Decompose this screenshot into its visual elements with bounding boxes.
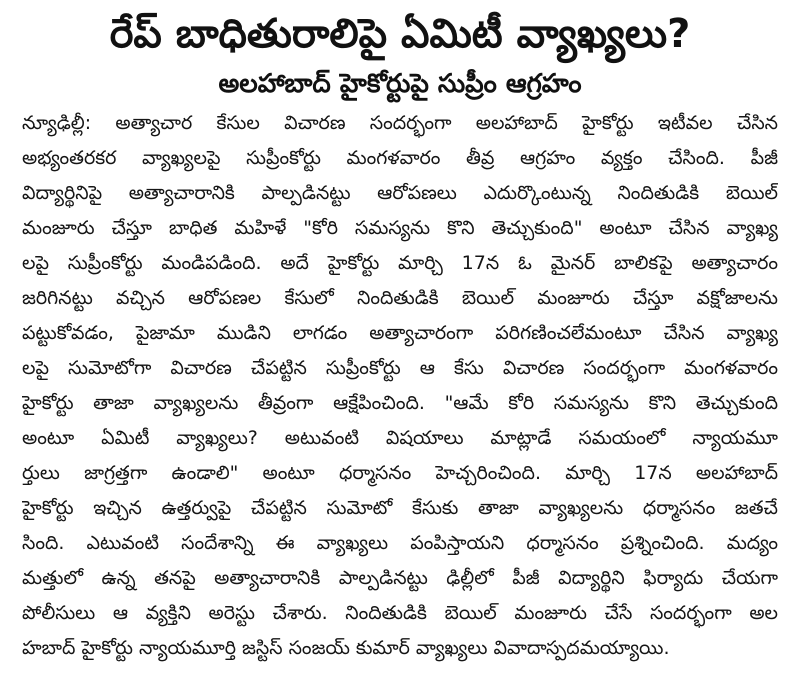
article-line: లపై సుప్రీంకోర్టు మండిపడింది. అదే హైకోర్టు మార్చి 17న ఓ మైనర్ బాలికపై అత్యాచారం bbox=[22, 252, 778, 274]
article-line: న్యూఢిల్లీ: అత్యాచార కేసుల విచారణ సందర్భంగా అలహాబాద్ హైకోర్టు ఇటీవల చేసిన bbox=[22, 112, 778, 134]
article-line: విద్యార్థినిపై అత్యాచారానికి పాల్పడినట్టు ఆరోపణలు ఎదుర్కొంటున్న నిందితుడికి బెయిల్ bbox=[22, 182, 778, 204]
article-line: పట్టుకోవడం, పైజామా ముడిని లాగడం అత్యాచారంగా పరిగణించలేమంటూ చేసిన వ్యాఖ్య bbox=[22, 322, 778, 344]
article-line: అంటూ ఏమిటీ వ్యాఖ్యలు? అటువంటి విషయాలు మాట్లాడే సమయంలో న్యాయమూ bbox=[22, 427, 778, 449]
article-line: హబాద్ హైకోర్టు న్యాయమూర్తి జస్టిస్ సంజయ్ కుమార్ వ్యాఖ్యలు వివాదాస్పదమయ్యాయి. bbox=[22, 637, 670, 659]
article-line: మంజూరు చేస్తూ బాధిత మహిళే "కోరి సమస్యను కొని తెచ్చుకుంది" అంటూ చేసిన వ్యాఖ్య bbox=[22, 217, 778, 239]
headline: రేప్ బాధితురాలిపై ఏమిటీ వ్యాఖ్యలు? bbox=[109, 11, 691, 57]
article-line: మత్తులో ఉన్న తనపై అత్యాచారానికి పాల్పడినట్టు ఢిల్లీలో పీజీ విద్యార్థిని ఫిర్యాదు చేయగా bbox=[22, 567, 778, 589]
article-line: ర్తులు జాగ్రత్తగా ఉండాలి" అంటూ ధర్మాసనం హెచ్చరించింది. మార్చి 17న అలహాబాద్ bbox=[22, 462, 778, 484]
article-line: హైకోర్టు ఇచ్చిన ఉత్తర్వుపై చేపట్టిన సుమోటో కేసుకు తాజా వ్యాఖ్యలను ధర్మాసనం జతచే bbox=[22, 497, 778, 519]
article-line: పోలీసులు ఆ వ్యక్తిని అరెస్టు చేశారు. నిందితుడికి బెయిల్ మంజూరు చేసే సందర్భంగా అల bbox=[22, 602, 778, 624]
article-line: లపై సుమోటోగా విచారణ చేపట్టిన సుప్రీంకోర్టు ఆ కేసు విచారణ సందర్భంగా మంగళవారం bbox=[22, 357, 778, 379]
article-line: హైకోర్టు తాజా వ్యాఖ్యలను తీవ్రంగా ఆక్షేపించింది. "ఆమే కోరి సమస్యను కొని తెచ్చుకుంది bbox=[22, 392, 778, 414]
article-line: జరిగినట్టు వచ్చిన ఆరోపణల కేసులో నిందితుడికి బెయిల్ మంజూరు చేస్తూ వక్షోజాలను bbox=[22, 287, 778, 309]
article-body bbox=[22, 106, 778, 666]
article-line: అభ్యంతరకర వ్యాఖ్యలపై సుప్రీంకోర్టు మంగళవారం తీవ్ర ఆగ్రహం వ్యక్తం చేసింది. పీజీ bbox=[22, 147, 778, 169]
subheadline: అలహాబాద్ హైకోర్టుపై సుప్రీం ఆగ్రహం bbox=[218, 69, 582, 99]
article-line: సింది. ఎటువంటి సందేశాన్ని ఈ వ్యాఖ్యలు పంపిస్తాయని ధర్మాసనం ప్రశ్నించింది. మద్యం bbox=[22, 532, 778, 554]
